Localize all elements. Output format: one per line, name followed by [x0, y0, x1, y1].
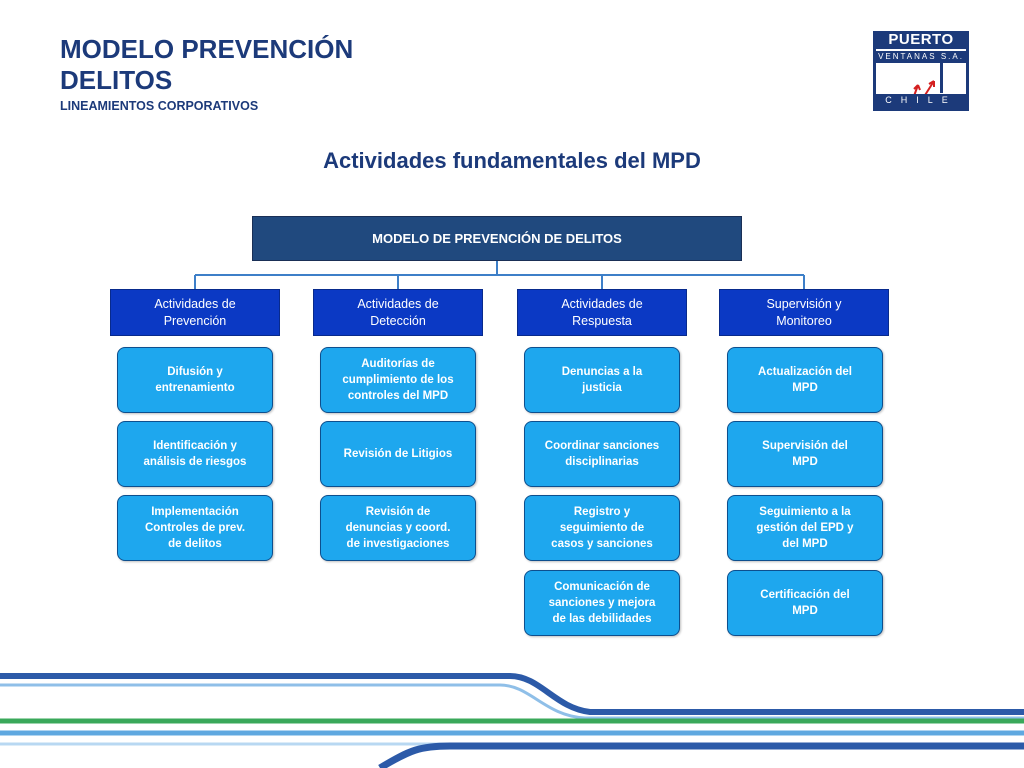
diagram-title: Actividades fundamentales del MPD — [323, 148, 701, 173]
root-node: MODELO DE PREVENCIÓN DE DELITOS — [252, 216, 742, 261]
item-seguimiento-gestion: Seguimiento a la gestión del EPD y del MPD — [727, 495, 883, 561]
logo-text-top: PUERTO — [888, 31, 954, 48]
category-deteccion: Actividades de Detección — [313, 289, 483, 336]
item-registro-seguimiento: Registro y seguimiento de casos y sanciones — [524, 495, 680, 561]
item-revision-litigios: Revisión de Litigios — [320, 421, 476, 487]
item-denuncias-justicia: Denuncias a la justicia — [524, 347, 680, 413]
item-difusion: Difusión y entrenamiento — [117, 347, 273, 413]
item-comunicacion-sanciones: Comunicación de sanciones y mejora de las debilidades — [524, 570, 680, 636]
item-implementacion: Implementación Controles de prev. de delitos — [117, 495, 273, 561]
footer-decoration — [0, 660, 1024, 768]
item-supervision-mpd: Supervisión del MPD — [727, 421, 883, 487]
category-supervision: Supervisión y Monitoreo — [719, 289, 889, 336]
item-auditorias: Auditorías de cumplimiento de los controles del MPD — [320, 347, 476, 413]
item-certificacion-mpd: Certificación del MPD — [727, 570, 883, 636]
category-respuesta: Actividades de Respuesta — [517, 289, 687, 336]
logo-text-bottom: CHILE — [876, 94, 966, 107]
page-title: MODELO PREVENCIÓN DELITOS — [60, 34, 354, 95]
item-coordinar-sanciones: Coordinar sanciones disciplinarias — [524, 421, 680, 487]
item-actualizacion-mpd: Actualización del MPD — [727, 347, 883, 413]
item-identificacion: Identificación y análisis de riesgos — [117, 421, 273, 487]
page-subtitle: LINEAMIENTOS CORPORATIVOS — [60, 99, 259, 113]
logo-text-middle: VENTANAS S.A. — [876, 51, 966, 63]
category-prevencion: Actividades de Prevención — [110, 289, 280, 336]
item-revision-denuncias: Revisión de denuncias y coord. de investigaciones — [320, 495, 476, 561]
